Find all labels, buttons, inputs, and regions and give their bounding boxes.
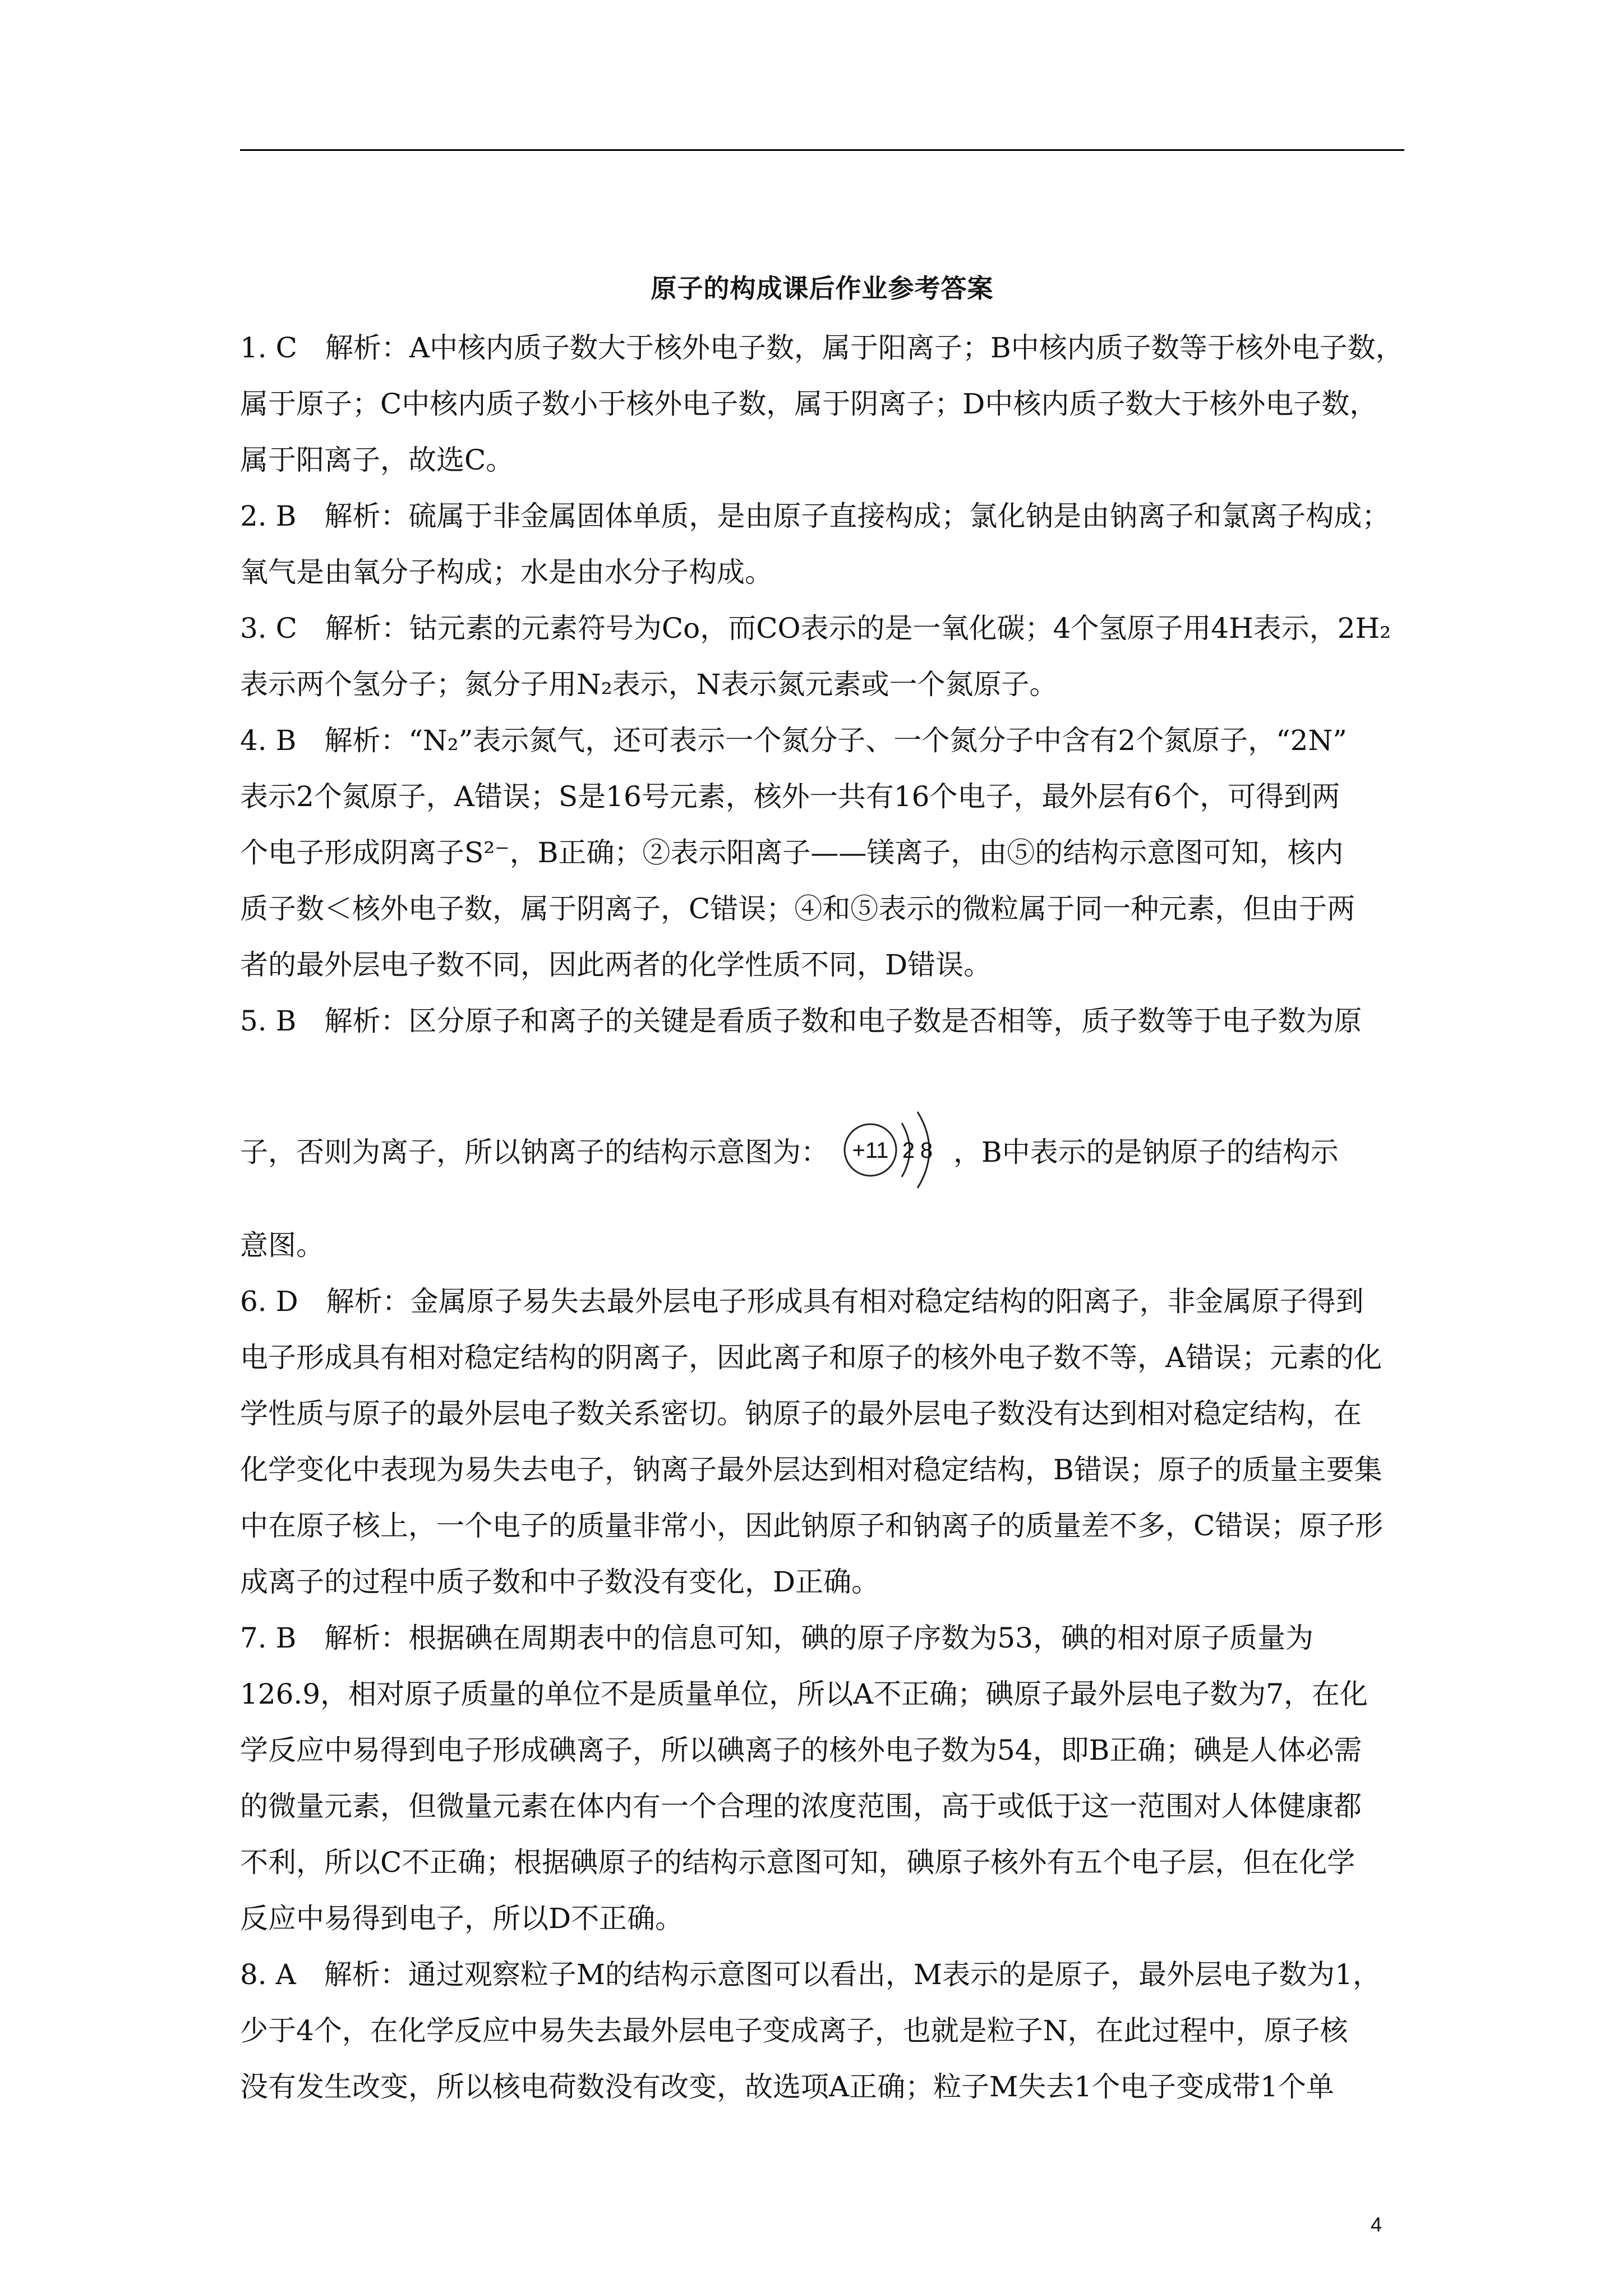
text-line: 属于阳离子，故选C。 [240, 444, 514, 476]
text-line: 学反应中易得到电子形成碘离子，所以碘离子的核外电子数为54，即B正确；碘是人体必需 [240, 1734, 1362, 1766]
q5-diagram-line [240, 1099, 1404, 1200]
page-number: 4 [1371, 2213, 1382, 2236]
text-line: 4. B 解析：“N₂”表示氮气，还可表示一个氮分子、一个氮分子中含有2个氮原子，“2N” [240, 724, 1347, 757]
text-line: 126.9，相对原子质量的单位不是质量单位，所以A不正确；碘原子最外层电子数为7，在化 [240, 1678, 1368, 1710]
text-line: 化学变化中表现为易失去电子，钠离子最外层达到相对稳定结构，B错误；原子的质量主要集 [240, 1453, 1382, 1486]
text-line: 3. C 解析：钴元素的元素符号为Co，而CO表示的是一氧化碳；4个氢原子用4H表示，2H₂ [240, 612, 1391, 645]
text-line: 个电子形成阴离子S²⁻，B正确；②表示阳离子——镁离子，由⑤的结构示意图可知，核内 [240, 836, 1344, 869]
text-line: 没有发生改变，所以核电荷数没有改变，故选项A正确；粒子M失去1个电子变成带1个单 [240, 2070, 1334, 2103]
sodium-ion-structure-diagram [839, 1099, 946, 1200]
q5-text-before: 子，否则为离子，所以钠离子的结构示意图为： [240, 1136, 829, 1168]
shell-2-electron-count: 8 [920, 1138, 933, 1163]
answers-part-1 [240, 320, 1404, 1049]
text-line: 学性质与原子的最外层电子数关系密切。钠原子的最外层电子数没有达到相对稳定结构，在 [240, 1397, 1362, 1430]
page-title: 原子的构成课后作业参考答案 [651, 273, 994, 303]
text-line: 6. D 解析：金属原子易失去最外层电子形成具有相对稳定结构的阳离子，非金属原子得到 [240, 1285, 1364, 1318]
text-line: 中在原子核上，一个电子的质量非常小，因此钠原子和钠离子的质量差不多，C错误；原子形 [240, 1510, 1384, 1542]
header-rule [240, 149, 1404, 151]
text-line: 表示2个氮原子，A错误；S是16号元素，核外一共有16个电子，最外层有6个，可得到两 [240, 780, 1340, 813]
text-line: 1. C 解析：A中核内质子数大于核外电子数，属于阳离子；B中核内质子数等于核外电子数， [240, 332, 1404, 364]
text-line: 5. B 解析：区分原子和离子的关键是看质子数和电子数是否相等，质子数等于电子数为原 [240, 1005, 1362, 1037]
text-line: 表示两个氢分子；氮分子用N₂表示，N表示氮元素或一个氮原子。 [240, 668, 1058, 701]
answers-part-2 [240, 1217, 1404, 2115]
text-line: 成离子的过程中质子数和中子数没有变化，D正确。 [240, 1566, 880, 1598]
text-line: 电子形成具有相对稳定结构的阴离子，因此离子和原子的核外电子数不等，A错误；元素的化 [240, 1341, 1382, 1374]
text-line: 反应中易得到电子，所以D不正确。 [240, 1902, 684, 1935]
text-line: 者的最外层电子数不同，因此两者的化学性质不同，D错误。 [240, 949, 992, 981]
q5-text-after: ，B中表示的是钠原子的结构示 [953, 1136, 1339, 1168]
text-line: 属于原子；C中核内质子数小于核外电子数，属于阴离子；D中核内质子数大于核外电子数， [240, 388, 1378, 420]
text-line: 7. B 解析：根据碘在周期表中的信息可知，碘的原子序数为53，碘的相对原子质量为 [240, 1622, 1313, 1654]
text-line: 意图。 [240, 1229, 324, 1262]
text-line: 少于4个，在化学反应中易失去最外层电子变成离子，也就是粒子N，在此过程中，原子核 [240, 2014, 1348, 2047]
text-line: 氧气是由氧分子构成；水是由水分子构成。 [240, 556, 773, 588]
text-line: 不利，所以C不正确；根据碘原子的结构示意图可知，碘原子核外有五个电子层，但在化学 [240, 1846, 1355, 1879]
nucleus-charge-label: +11 [852, 1138, 889, 1163]
text-line: 的微量元素，但微量元素在体内有一个合理的浓度范围，高于或低于这一范围对人体健康都 [240, 1790, 1362, 1823]
text-line: 质子数＜核外电子数，属于阴离子，C错误；④和⑤表示的微粒属于同一种元素，但由于两 [240, 892, 1355, 925]
shell-1-electron-count: 2 [902, 1138, 915, 1163]
text-line: 2. B 解析：硫属于非金属固体单质，是由原子直接构成；氯化钠是由钠离子和氯离子构成； [240, 500, 1390, 532]
text-line: 8. A 解析：通过观察粒子M的结构示意图可以看出，M表示的是原子，最外层电子数为1， [240, 1958, 1381, 1991]
